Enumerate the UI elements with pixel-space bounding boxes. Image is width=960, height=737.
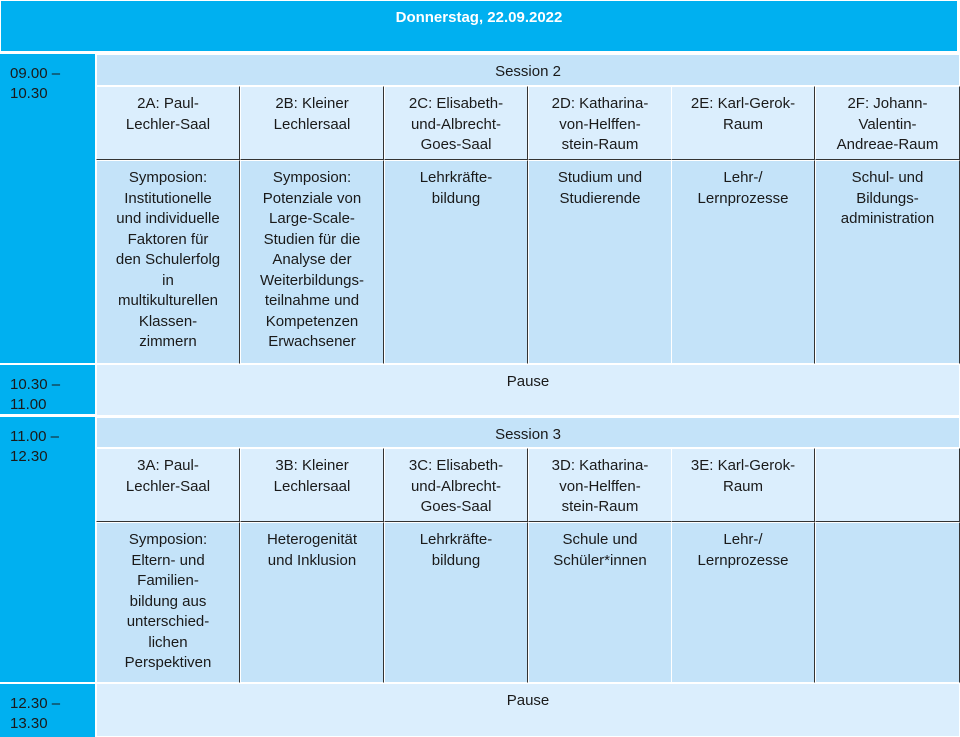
topic-cell-2: Symposion: Potenziale von Large-Scale- Studien für die Analyse der Weiterbildungs- teilnahme und Kompetenzen Erwachsener	[240, 160, 384, 364]
session-2-title: Session 2	[96, 54, 960, 86]
room-cell-5: 3E: Karl-Gerok- Raum	[671, 448, 815, 522]
room-cell-2: 3B: Kleiner Lechlersaal	[240, 448, 384, 522]
topic-cell-1: Symposion: Eltern- und Familien- bildung aus unterschied- lichen Perspektiven	[96, 522, 240, 683]
topic-cell-3: Lehrkräfte- bildung	[384, 160, 528, 364]
room-cell-5: 2E: Karl-Gerok- Raum	[671, 86, 815, 160]
topic-cell-6: Schul- und Bildungs- administration	[815, 160, 960, 364]
room-cell-3: 2C: Elisabeth- und-Albrecht- Goes-Saal	[384, 86, 528, 160]
room-cell-1: 3A: Paul- Lechler-Saal	[96, 448, 240, 522]
room-cell-4: 3D: Katharina- von-Helffen- stein-Raum	[528, 448, 672, 522]
pause-2: Pause	[96, 683, 960, 737]
time-slot-1: 09.00 – 10.30	[0, 54, 95, 363]
topic-cell-2: Heterogenität und Inklusion	[240, 522, 384, 683]
day-header: Donnerstag, 22.09.2022	[0, 0, 958, 52]
room-cell-6	[815, 448, 960, 522]
time-slot-3: 11.00 – 12.30	[0, 417, 95, 682]
topic-cell-6	[815, 522, 960, 683]
room-cell-4: 2D: Katharina- von-Helffen- stein-Raum	[528, 86, 672, 160]
room-cell-2: 2B: Kleiner Lechlersaal	[240, 86, 384, 160]
topic-cell-3: Lehrkräfte- bildung	[384, 522, 528, 683]
room-cell-6: 2F: Johann- Valentin- Andreae-Raum	[815, 86, 960, 160]
session-3-title: Session 3	[96, 417, 960, 448]
topic-cell-4: Schule und Schüler*innen	[528, 522, 672, 683]
topic-cell-4: Studium und Studierende	[528, 160, 672, 364]
room-cell-1: 2A: Paul- Lechler-Saal	[96, 86, 240, 160]
topic-cell-1: Symposion: Institutionelle und individuelle Faktoren für den Schulerfolg in multikulturellen Klassen- zimmern	[96, 160, 240, 364]
time-slot-2: 10.30 – 11.00	[0, 365, 95, 414]
topic-cell-5: Lehr-/ Lernprozesse	[671, 522, 815, 683]
pause-1: Pause	[96, 364, 960, 416]
room-cell-3: 3C: Elisabeth- und-Albrecht- Goes-Saal	[384, 448, 528, 522]
topic-cell-5: Lehr-/ Lernprozesse	[671, 160, 815, 364]
time-slot-4: 12.30 – 13.30	[0, 684, 95, 737]
